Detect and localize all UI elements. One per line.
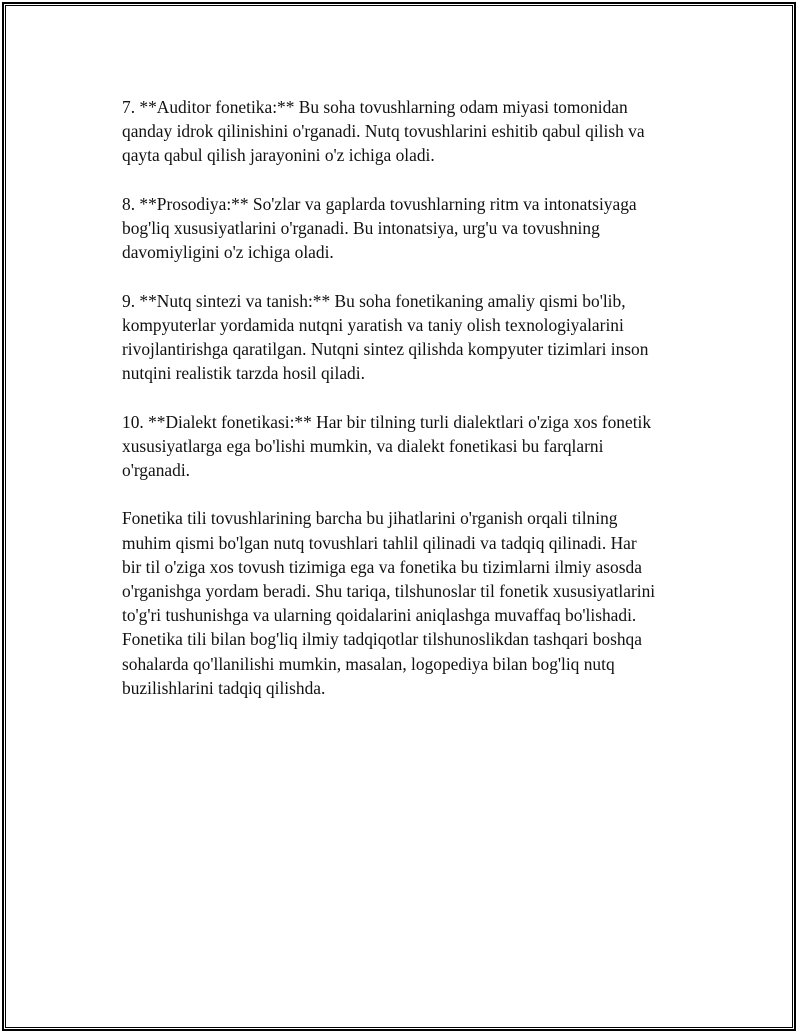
document-body bbox=[122, 95, 696, 724]
paragraph-auditor-phonetics: 7. **Auditor fonetika:** Bu soha tovushlarning odam miyasi tomonidan qanday idrok qilinishini o'rganadi. Nutq tovushlarini eshitib qabul qilish va qayta qabul qilish jarayonini o'z ichiga oladi. bbox=[122, 97, 645, 166]
paragraph-conclusion: Fonetika tili tovushlarining barcha bu jihatlarini o'rganish orqali tilning muhim qismi bo'lgan nutq tovushlari tahlil qilinadi va tadqiq qilinadi. Har bir til o'ziga xos tovush tizimiga ega va fonetika bu tizimlarni ilmiy asosda o'rganishga yordam beradi. Shu tariqa, tilshunoslar til fonetik xususiyatlarini to'g'ri tushunishga va ularning qoidalarini aniqlashga muvaffaq bo'lishadi. Fonetika tili bilan bog'liq ilmiy tadqiqotlar tilshunoslikdan tashqari boshqa sohalarda qo'llanilishi mumkin, masalan, logopediya bilan bog'liq nutq buzilishlarini tadqiq qilishda. bbox=[122, 508, 656, 698]
paragraph-dialect-phonetics: 10. **Dialekt fonetikasi:** Har bir tilning turli dialektlari o'ziga xos fonetik xususiyatlarga ega bo'lishi mumkin, va dialekt fonetikasi bu farqlarni o'rganadi. bbox=[122, 411, 652, 480]
paragraph-prosody: 8. **Prosodiya:** So'zlar va gaplarda tovushlarning ritm va intonatsiyaga bog'liq xususiyatlarini o'rganadi. Bu intonatsiya, urg'u va tovushning davomiyligini o'z ichiga oladi. bbox=[122, 193, 637, 263]
page-frame bbox=[2, 2, 796, 1031]
paragraph-speech-synthesis: 9. **Nutq sintezi va tanish:** Bu soha fonetikaning amaliy qismi bo'lib, kompyuterlar yordamida nutqni yaratish va taniy olish texnologiyalarini rivojlantirishga qaratilgan. Nutqni sintez qilishda kompyuter tizimlari inson nutqini realistik tarzda hosil qiladi. bbox=[122, 290, 649, 384]
